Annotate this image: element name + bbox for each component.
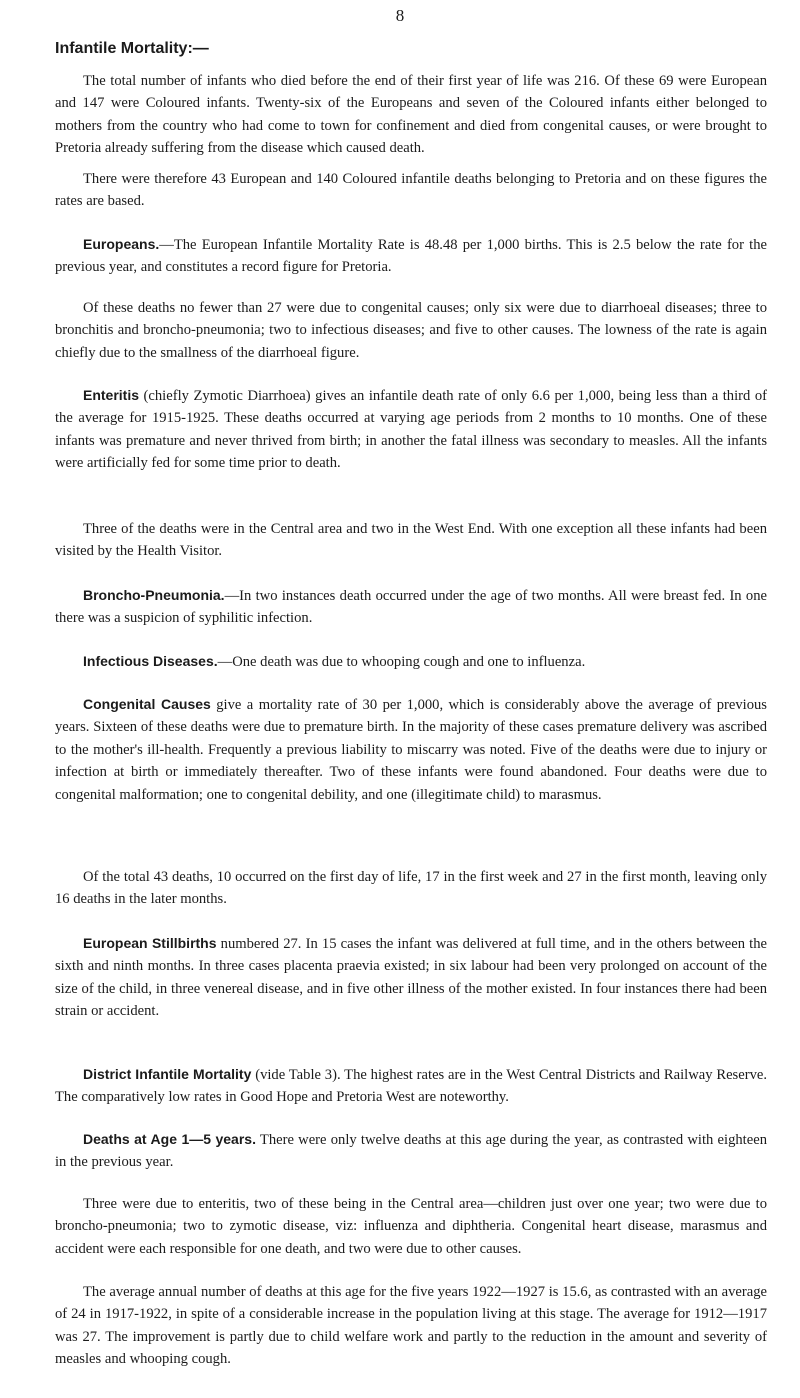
paragraph-text: There were therefore 43 European and 140 Coloured infantile deaths belonging to Pretoria and on these figures the rates are based. xyxy=(55,171,767,210)
paragraph-text: —The European Infantile Mortality Rate is 48.48 per 1,000 births. This is 2.5 below the rate for the previous year, and constitutes a record figure for Pretoria. xyxy=(55,237,767,276)
paragraph xyxy=(55,70,767,160)
paragraph-lead: Deaths at Age 1—5 years. xyxy=(83,1131,256,1147)
paragraph-text: Of the total 43 deaths, 10 occurred on the first day of life, 17 in the first week and 27 in the first month, leaving only 16 deaths in the later months. xyxy=(55,869,767,908)
paragraph-lead: District Infantile Mortality xyxy=(83,1066,252,1082)
page-number: 8 xyxy=(395,6,405,25)
paragraph-lead: Congenital Causes xyxy=(83,696,211,712)
paragraph xyxy=(55,1281,767,1371)
paragraph-lead: Infectious Diseases. xyxy=(83,653,218,669)
paragraph-text: give a mortality rate of 30 per 1,000, which is considerably above the average of previous years. Sixteen of these deaths were due to premature birth. In the majority of these cases premature delivery was ascribed to the mother's ill-health. Frequently a previous liability to miscarry was noted. Five of the deaths were due to injury or infection at birth or immediately thereafter. Two of these infants were found abandoned. Four deaths were due to congenital malformation; one to congenital debility, and one (illegitimate child) to marasmus. xyxy=(55,697,767,803)
paragraph-text: The average annual number of deaths at this age for the five years 1922—1927 is 15.6, as contrasted with an average of 24 in 1917-1922, in spite of a considerable increase in the population living at this stage. The average for 1912—1917 was 27. The improvement is partly due to child welfare work and partly to the reduction in the amount and severity of measles and whooping cough. xyxy=(55,1284,767,1368)
paragraph-text: Three of the deaths were in the Central area and two in the West End. With one exception all these infants had been visited by the Health Visitor. xyxy=(55,521,767,560)
section-heading: Infantile Mortality:— xyxy=(55,40,209,57)
paragraph-infectious-diseases xyxy=(55,650,767,673)
paragraph-european-stillbirths xyxy=(55,932,767,1023)
paragraph xyxy=(55,866,767,911)
paragraph-text: —In two instances death occurred under the age of two months. All were breast fed. In one there was a suspicion of syphilitic infection. xyxy=(55,588,767,627)
paragraph-text: There were only twelve deaths at this age during the year, as contrasted with eighteen in the previous year. xyxy=(55,1132,767,1171)
paragraph-lead: European Stillbirths xyxy=(83,935,217,951)
paragraph-text: The total number of infants who died before the end of their first year of life was 216. Of these 69 were European and 147 were Coloured infants. Twenty-six of the Europeans and seven of the Coloured infants either belonged to mothers from the country who had come to town for confinement and died from congenital causes, or were brought to Pretoria already suffering from the disease which caused death. xyxy=(55,73,767,157)
paragraph xyxy=(55,1193,767,1260)
paragraph-lead: Enteritis xyxy=(83,387,140,403)
paragraph-europeans xyxy=(55,233,767,279)
paragraph-broncho-pneumonia xyxy=(55,584,767,630)
paragraph-enteritis xyxy=(55,384,767,475)
paragraph-text: Of these deaths no fewer than 27 were due to congenital causes; only six were due to diarrhoeal diseases; three to bronchitis and broncho-pneumonia; two to infectious diseases; and five to other causes. The lowness of the rate is again chiefly due to the smallness of the diarrhoeal figure. xyxy=(55,300,767,361)
paragraph-congenital-causes xyxy=(55,693,767,806)
paragraph xyxy=(55,168,767,213)
paragraph-lead: Broncho-Pneumonia. xyxy=(83,587,225,603)
paragraph-deaths-age-1-5 xyxy=(55,1128,767,1174)
paragraph-district-infantile-mortality xyxy=(55,1063,767,1109)
paragraph xyxy=(55,297,767,364)
paragraph-text: (vide Table 3). The highest rates are in the West Central Districts and Railway Reserve. The comparatively low rates in Good Hope and Pretoria West are noteworthy. xyxy=(55,1067,767,1106)
paragraph xyxy=(55,518,767,563)
paragraph-lead: Europeans. xyxy=(83,236,160,252)
paragraph-text: (chiefly Zymotic Diarrhoea) gives an infantile death rate of only 6.6 per 1,000, being less than a third of the average for 1915-1925. These deaths occurred at varying age periods from 2 months to 10 months. One of these infants was premature and never thrived from birth; in another the fatal illness was secondary to measles. All the infants were artificially fed for some time prior to death. xyxy=(55,388,767,472)
paragraph-text: —One death was due to whooping cough and one to influenza. xyxy=(217,654,586,670)
paragraph-text: numbered 27. In 15 cases the infant was delivered at full time, and in the others between the sixth and ninth months. In three cases placenta praevia existed; in six labour had been very prolonged on account of the size of the child, in three venereal disease, and in five other illness of the mother existed. In four instances there had been strain or accident. xyxy=(55,936,768,1020)
paragraph-text: Three were due to enteritis, two of these being in the Central area—children just over one year; two were due to broncho-pneumonia; two to zymotic disease, viz: influenza and diphtheria. Congenital heart disease, marasmus and accident were each responsible for one death, and two were due to other causes. xyxy=(55,1196,767,1257)
